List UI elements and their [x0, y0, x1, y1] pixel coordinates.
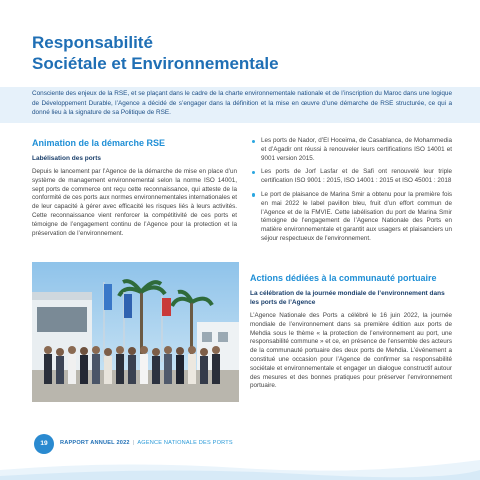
bullet-icon — [252, 140, 255, 143]
bullet-icon — [252, 193, 255, 196]
footer-separator: | — [132, 440, 135, 446]
community-section — [250, 272, 452, 391]
page-title — [32, 32, 452, 74]
labelisation-paragraph: Depuis le lancement par l’Agence de la démarche de mise en place d’un système de management environnemental selon la norme ISO 14001, sept ports de commerce ont reçu cette reconnaissance, qui atteste de la conformité de ces ports aux normes environnementales internationales et de leur capacité à gérer avec efficacité les risques liés à leurs activités. Cette reconnaissance vient renforcer la compétitivité de ces ports et témoigne de l’engagement continu de l’Agence pour la protection et la préservation de l’environnement. — [32, 168, 237, 237]
organization-name: AGENCE NATIONALE DES PORTS — [137, 440, 233, 446]
report-name: RAPPORT ANNUEL 2022 — [60, 440, 130, 446]
photo-illustration — [32, 262, 239, 402]
list-item: Les ports de Jorf Lasfar et de Safi ont renouvelé leur triple certification ISO 9001 : 2015, ISO 14001 : 2015 et ISO 45001 : 2018 — [250, 168, 452, 186]
footer-caption — [60, 440, 233, 446]
section-heading-community: Actions dédiées à la communauté portuaire — [250, 273, 437, 283]
right-column — [250, 137, 452, 249]
footer-wave-decoration — [0, 430, 480, 480]
certification-list — [250, 137, 452, 244]
page-number-badge: 19 — [34, 434, 54, 454]
left-column — [32, 137, 237, 238]
list-item: Le port de plaisance de Marina Smir a obtenu pour la première fois en mai 2022 le label pavillon bleu, fruit d’un effort commun de l’Agence et de la FMVIE. Cette labélisation du port de Marina Smir témoigne de l’engagement de l’Agence Nationale des Ports en matière environnementale et garantit aux usagers et plaisanciers un séjour respectueux de l’environnement. — [250, 191, 452, 244]
title-line-1: Responsabilité — [32, 33, 153, 52]
section-heading-rse: Animation de la démarche RSE — [32, 138, 166, 148]
people-group — [44, 346, 220, 384]
event-group-photo — [32, 262, 239, 402]
celebration-paragraph: L’Agence Nationale des Ports a célébré le 16 juin 2022, la journée mondiale de l’environnement dans sa première édition aux ports de Mehdia sous le thème « la protection de l’environnement au port, une responsabilité commune » et ce, en présence de l’ensemble des acteurs de la communauté portuaire des deux ports de Mehdia. L’événement a constitué une occasion pour l’Agence de confirmer sa responsabilité sociétale et environnementale et engager un dialogue constructif autour des mesures et des bonnes pratiques pour préserver l’environnement portuaire. — [250, 312, 452, 390]
page-footer — [0, 430, 480, 480]
bullet-icon — [252, 171, 255, 174]
list-item: Les ports de Nador, d’El Hoceima, de Casablanca, de Mohammedia et d’Agadir ont réussi à renouveler leurs certifications ISO 14001 et 9001 version 2015. — [250, 137, 452, 163]
title-line-2: Sociétale et Environnementale — [32, 54, 279, 73]
subheading-celebration: La célébration de la journée mondiale de l’environnement dans les ports de l’Agence — [250, 290, 445, 306]
subheading-labelisation: Labélisation des ports — [32, 155, 101, 162]
intro-paragraph: Consciente des enjeux de la RSE, et se plaçant dans le cadre de la charte environnementale nationale et de l’inscription du Maroc dans une logique de Développement Durable, l’Agence a décidé de s’engager dans la définition et la mise en œuvre d’une démarche de RSE structurée, ce qui a donné lieu à la signature de sa Politique de RSE. — [32, 90, 452, 117]
